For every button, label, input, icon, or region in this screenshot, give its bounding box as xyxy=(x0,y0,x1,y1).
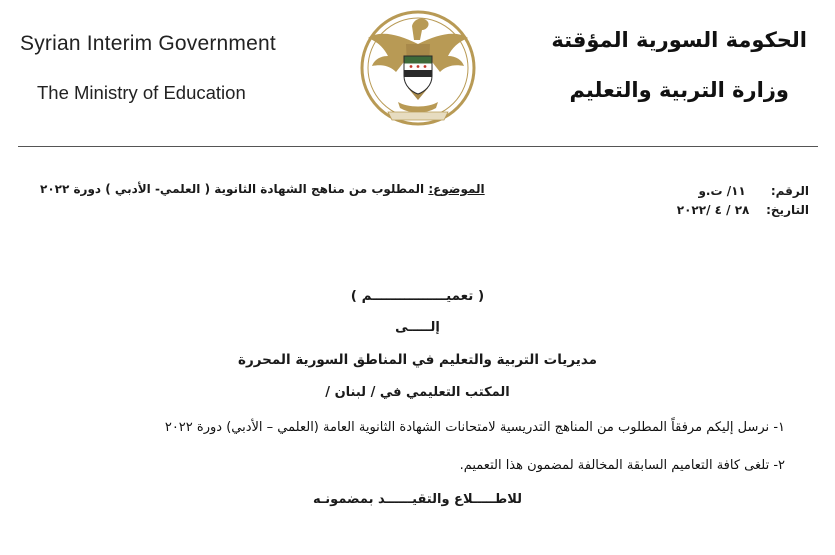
number-label: الرقم: xyxy=(770,184,809,198)
date-label: التاريخ: xyxy=(766,203,809,217)
recipient-line-1: مديريات التربية والتعليم في المناطق السورية المحررة xyxy=(238,352,597,368)
body-item-1: ١- نرسل إليكم مرفقاً المطلوب من المناهج التدريسية لامتحانات الشهادة الثانوية العامة (العلمي – الأدبي) دورة ٢٠٢٢ xyxy=(164,420,785,435)
circular-title: ( تعميــــــــــــــــم ) xyxy=(350,288,485,304)
arabic-government-name: الحكومة السورية المؤقتة xyxy=(551,28,807,52)
reference-number-row xyxy=(677,182,809,201)
date-value: ٢٨ / ٤ /٢٠٢٢ xyxy=(676,203,750,217)
subject-value: المطلوب من مناهج الشهادة الثانوية ( العلمي- الأدبي ) دورة ٢٠٢٢ xyxy=(40,182,429,196)
english-government-name: Syrian Interim Government xyxy=(20,32,276,55)
date-row xyxy=(677,201,809,220)
subject-label: الموضوع: xyxy=(428,182,485,196)
addressee-heading: إلـــــى xyxy=(395,320,440,335)
english-ministry-name: The Ministry of Education xyxy=(37,82,246,103)
reference-block xyxy=(677,182,809,220)
header-divider xyxy=(18,146,818,147)
arabic-ministry-name: وزارة التربية والتعليم xyxy=(569,78,789,102)
number-value: ١١/ ت.و xyxy=(698,184,746,198)
closing-line: للاطـــــلاع والتقيــــــد بمضمونـه xyxy=(312,492,523,507)
recipient-line-2: المكتب التعليمي في / لبنان / xyxy=(325,385,510,400)
eagle-emblem-icon xyxy=(358,4,478,132)
subject-line xyxy=(40,182,485,196)
body-item-2: ٢- تلغى كافة التعاميم السابقة المخالفة لمضمون هذا التعميم. xyxy=(459,458,785,473)
